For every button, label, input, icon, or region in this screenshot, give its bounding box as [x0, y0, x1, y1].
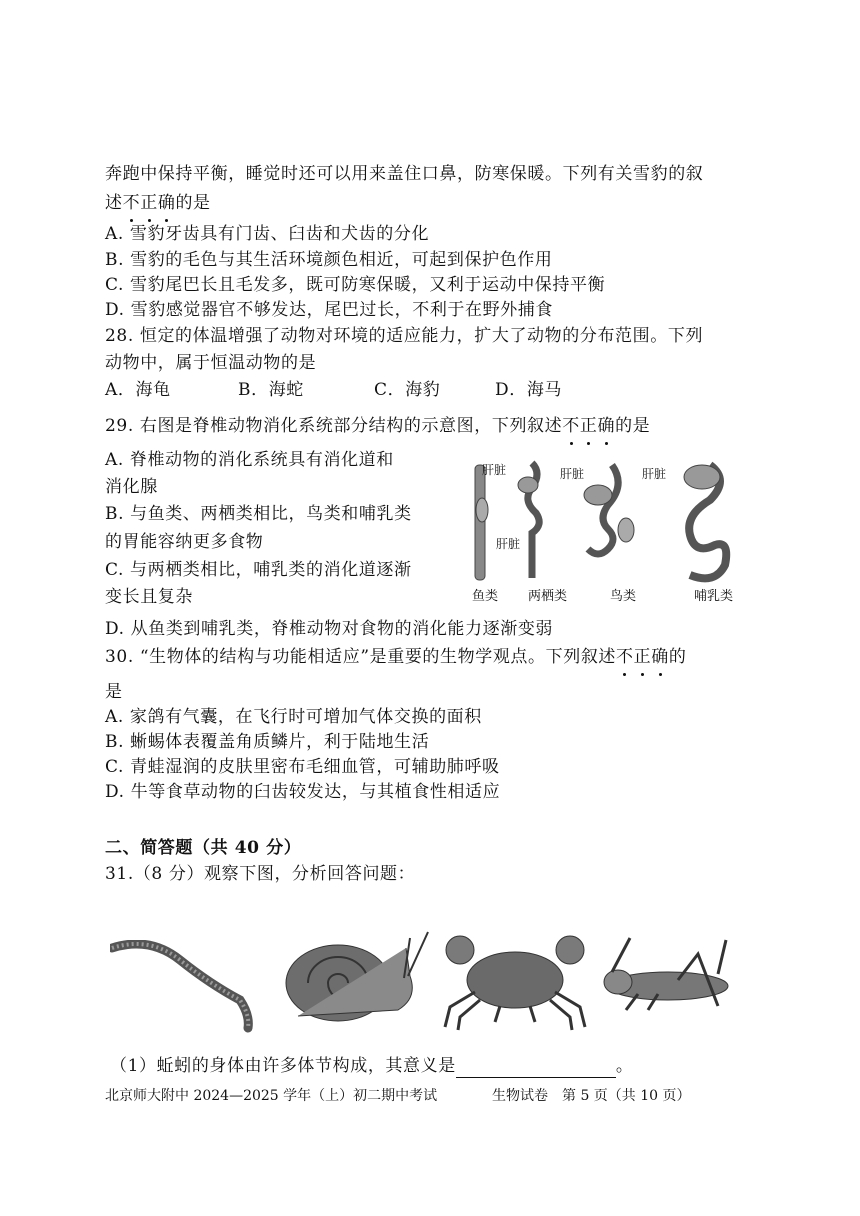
q29-option-b-line2: 的胃能容纳更多食物 [105, 532, 264, 552]
q27-option-a: A. 雪豹牙齿具有门齿、臼齿和犬齿的分化 [105, 224, 430, 244]
q28-option-b: B．海蛇 [238, 380, 304, 400]
q31-sub1-answer-blank[interactable] [456, 1060, 616, 1078]
crab-image [440, 932, 590, 1032]
q27-option-d: D. 雪豹感觉器官不够发达，尾巴过长，不利于在野外捕食 [105, 300, 554, 320]
q29-option-a-line2: 消化腺 [105, 477, 158, 497]
grasshopper-image [598, 934, 738, 1014]
q28-option-c: C．海豹 [374, 380, 441, 400]
q29-option-b-line1: B. 与鱼类、两栖类相比，鸟类和哺乳类 [105, 504, 412, 524]
q29-option-d: D. 从鱼类到哺乳类，脊椎动物对食物的消化能力逐渐变弱 [105, 619, 554, 639]
liver-label-fish-top: 肝脏 [482, 463, 507, 477]
q27-stem-line1: 奔跑中保持平衡，睡觉时还可以用来盖住口鼻，防寒保暖。下列有关雪豹的叙 [105, 164, 704, 184]
earthworm-image [110, 940, 255, 1035]
q27-option-b: B. 雪豹的毛色与其生活环境颜色相近，可起到保护色作用 [105, 250, 553, 270]
q28-stem-line2: 动物中，属于恒温动物的是 [105, 353, 317, 373]
q30-option-d: D. 牛等食草动物的臼齿较发达，与其植食性相适应 [105, 782, 501, 802]
q30-stem-line2: 是 [105, 682, 123, 702]
caption-mammal: 哺乳类 [694, 589, 734, 604]
caption-amphibian: 两栖类 [528, 589, 568, 604]
q30-option-c: C. 青蛙湿润的皮肤里密布毛细血管，可辅助肺呼吸 [105, 757, 500, 777]
liver-label-fish: 肝脏 [496, 537, 521, 551]
footer-school: 北京师大附中 2024—2025 学年（上）初二期中考试 [105, 1088, 438, 1104]
caption-fish: 鱼类 [472, 589, 499, 604]
q29-option-c-line2: 变长且复杂 [105, 587, 193, 607]
q29-option-c-line1: C. 与两栖类相比，哺乳类的消化道逐渐 [105, 560, 412, 580]
q28-stem-line1: 28. 恒定的体温增强了动物对环境的适应能力，扩大了动物的分布范围。下列 [105, 326, 704, 346]
q29-option-a-line1: A. 脊椎动物的消化系统具有消化道和 [105, 450, 394, 470]
caption-bird: 鸟类 [610, 589, 637, 604]
footer-page-info: 生物试卷 第 5 页（共 10 页） [492, 1088, 691, 1104]
q27-stem-line2: 述不正确的是 [105, 193, 211, 213]
section2-heading: 二、简答题（共 40 分） [105, 838, 302, 858]
q30-stem-line1: 30. “生物体的结构与功能相适应”是重要的生物学观点。下列叙述不正确的 [105, 647, 687, 667]
q28-option-d: D．海马 [495, 380, 563, 400]
liver-label-amphibian: 肝脏 [560, 467, 585, 481]
q31-stem: 31.（8 分）观察下图，分析回答问题： [105, 864, 416, 884]
q29-stem: 29. 右图是脊椎动物消化系统部分结构的示意图，下列叙述不正确的是 [105, 416, 651, 436]
q31-sub1: （1）蚯蚓的身体由许多体节构成，其意义是 。 [110, 1056, 634, 1076]
q30-option-a: A. 家鸽有气囊，在飞行时可增加气体交换的面积 [105, 707, 482, 727]
digestive-system-figure [470, 455, 740, 605]
snail-image [278, 928, 438, 1023]
digestive-system-drawing [470, 455, 740, 605]
liver-label-bird: 肝脏 [642, 467, 667, 481]
q27-option-c: C. 雪豹尾巴长且毛发多，既可防寒保暖，又利于运动中保持平衡 [105, 275, 606, 295]
q28-option-a: A．海龟 [105, 380, 171, 400]
q30-option-b: B. 蜥蜴体表覆盖角质鳞片，利于陆地生活 [105, 732, 430, 752]
